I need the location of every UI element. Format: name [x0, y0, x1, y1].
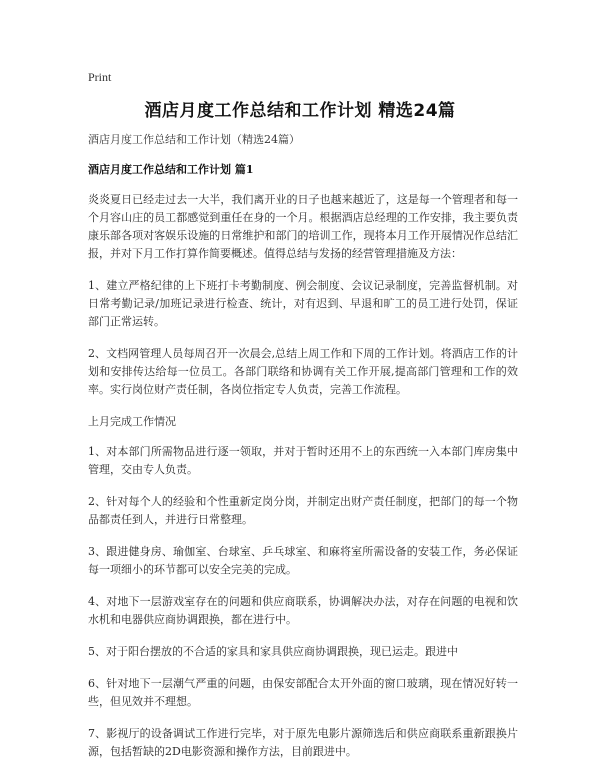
- completed-item-4: 4、对地下一层游戏室存在的问题和供应商联系，协调解决办法，对存在问题的电视和饮水机和电器供应商协调跟换，都在进行中。: [88, 595, 518, 626]
- last-month-heading: 上月完成工作情况: [88, 415, 176, 428]
- completed-item-3: 3、跟进健身房、瑜伽室、台球室、乒乓球室、和麻将室所需设备的安装工作，务必保证每一项细小的环节都可以安全完美的完成。: [88, 545, 518, 576]
- completed-item-6: 6、针对地下一层潮气严重的问题，由保安部配合太开外面的窗口玻璃，现在情况好转一些，但见效并不理想。: [88, 677, 518, 708]
- document-subtitle: 酒店月度工作总结和工作计划（精选24篇）: [88, 133, 300, 146]
- measure-paragraph-1: 1、建立严格纪律的上下班打卡考勤制度、例会制度、会议记录制度，完善监督机制。对日常考勤记录/加班记录进行检查、统计，对有迟到、早退和旷工的员工进行处罚，保证部门正常运转。: [88, 279, 518, 328]
- page-title: 酒店月度工作总结和工作计划 精选24篇: [144, 101, 456, 121]
- intro-paragraph: 炎炎夏日已经走过去一大半，我们离开业的日子也越来越近了，这是每一个管理者和每一个月容山庄的员工都感觉到重任在身的一个月。根据酒店总经理的工作安排，我主要负责康乐部各项对客娱乐设施的日常维护和部门的培训工作，现将本月工作开展情况作总结汇报，并对下月工作打算作简要概述。值得总结与发扬的经营管理措施及方法：: [88, 193, 518, 260]
- section-heading: 酒店月度工作总结和工作计划 篇1: [88, 163, 254, 176]
- completed-item-2: 2、针对每个人的经验和个性重新定岗分岗，并制定出财产责任制度，把部门的每一个物品都责任到人，并进行日常整理。: [88, 495, 518, 526]
- document-body: [88, 131, 518, 775]
- measure-paragraph-2: 2、文档网管理人员每周召开一次晨会,总结上周工作和下周的工作计划。将酒店工作的计划和安排传达给每一位员工。各部门联络和协调有关工作开展,提高部门管理和工作的效率。实行岗位财产责任制，各岗位指定专人负责，完善工作流程。: [88, 347, 518, 396]
- print-link[interactable]: Print: [88, 70, 112, 84]
- completed-item-5: 5、对于阳台摆放的不合适的家具和家具供应商协调跟换，现已运走。跟进中: [88, 645, 458, 658]
- completed-item-1: 1、对本部门所需物品进行逐一领取，并对于暂时还用不上的东西统一入本部门库房集中管理，交由专人负责。: [88, 445, 518, 476]
- completed-item-7: 7、影视厅的设备调试工作进行完毕，对于原先电影片源筛选后和供应商联系重新跟换片源，包括暂缺的2D电影资源和操作方法，目前跟进中。: [88, 727, 518, 758]
